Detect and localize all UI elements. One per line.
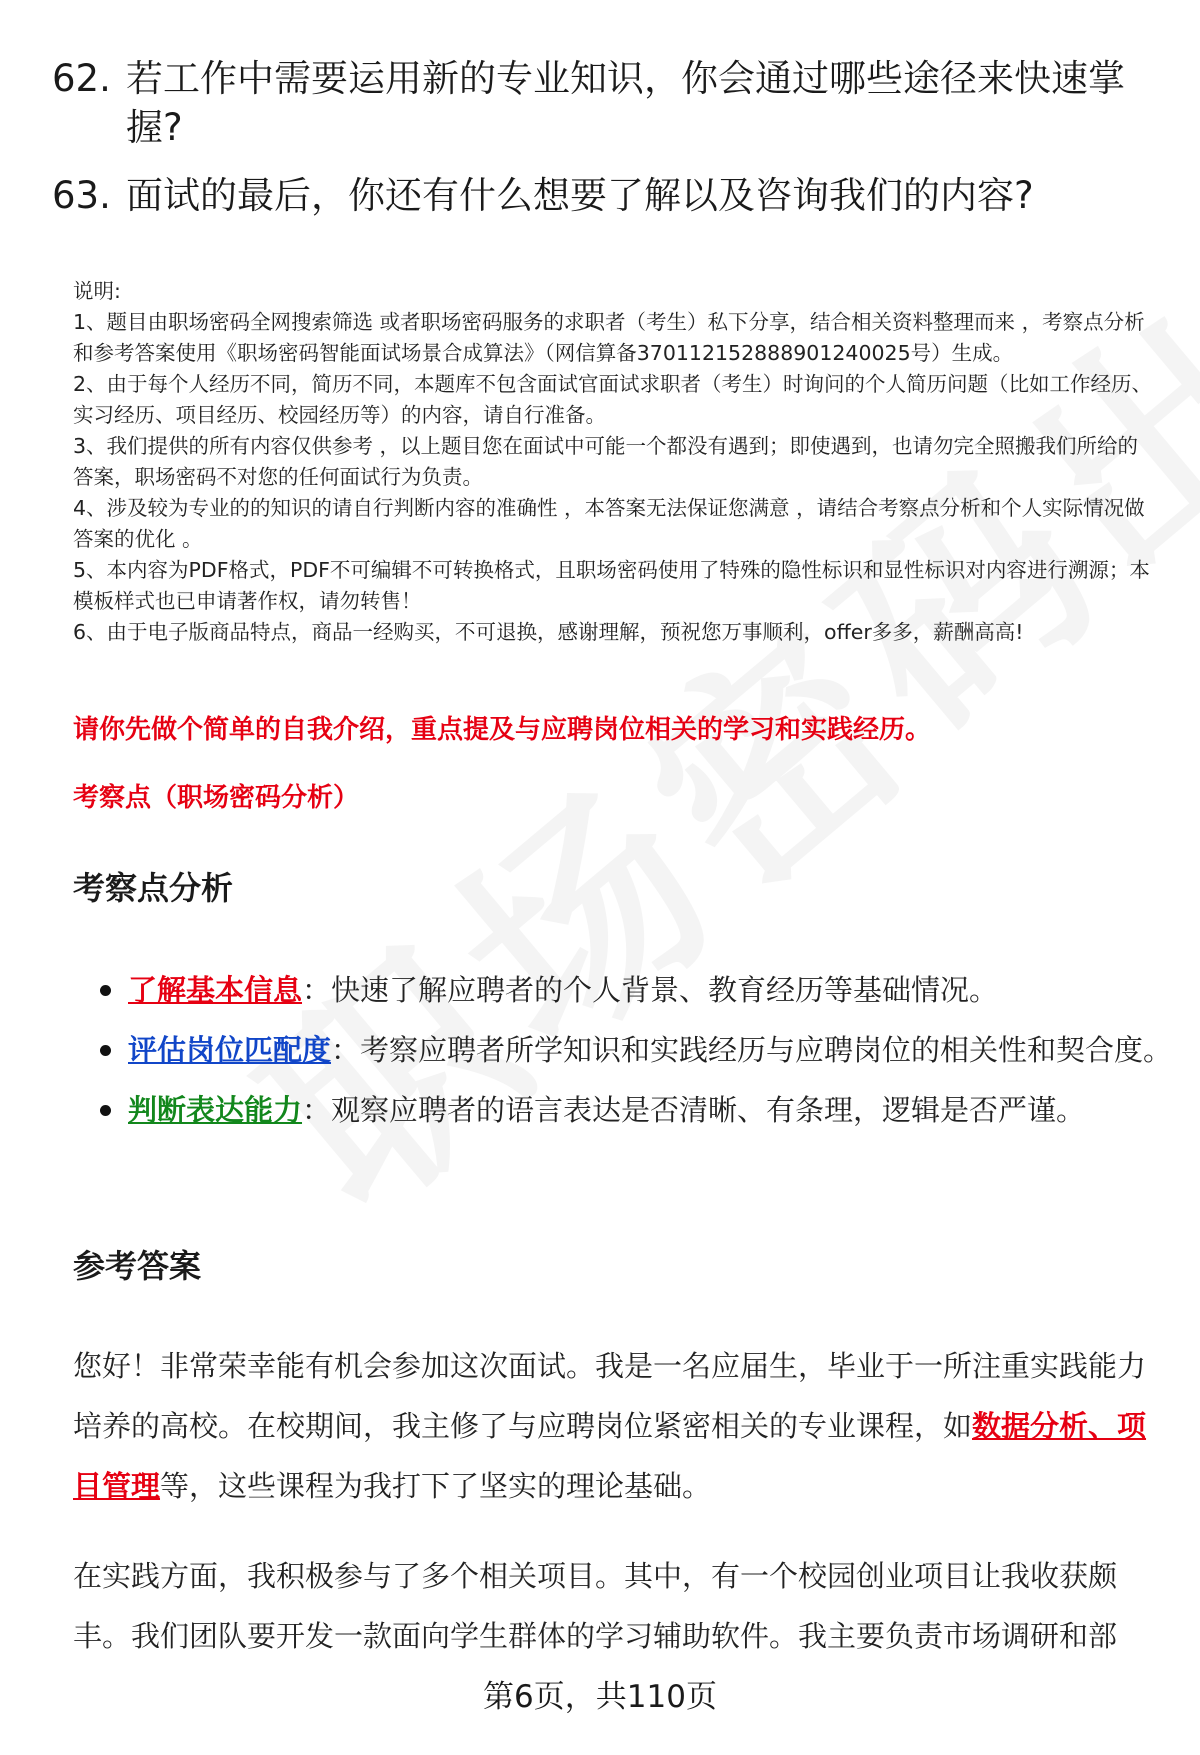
question-text: 面试的最后，你还有什么想要了解以及咨询我们的内容?	[126, 174, 1034, 217]
note-item: 6、由于电子版商品特点，商品一经购买，不可退换，感谢理解，预祝您万事顺利，offer多多，薪酬高高!	[73, 620, 1024, 644]
analysis-keyword: 评估岗位匹配度	[128, 1033, 332, 1067]
question-text-continued: 握?	[126, 106, 183, 149]
answer-text: 您好！非常荣幸能有机会参加这次面试。我是一名应届生，毕业于一所注重实践能力培养的高校。在校期间，我主修了与应聘岗位紧密相关的专业课程，如	[73, 1349, 1147, 1443]
analysis-item	[96, 1020, 1176, 1080]
analysis-item	[96, 960, 1176, 1020]
analysis-keyword: 了解基本信息	[128, 973, 303, 1007]
analysis-keyword: 判断表达能力	[128, 1093, 303, 1127]
analysis-item	[96, 1080, 1176, 1140]
analysis-text: ：考察应聘者所学知识和实践经历与应聘岗位的相关性和契合度。	[331, 1033, 1173, 1067]
note-item: 3、我们提供的所有内容仅供参考 ，以上题目您在面试中可能一个都没有遇到；即使遇到，也请勿完全照搬我们所给的答案，职场密码不对您的任何面试行为负责。	[73, 434, 1139, 489]
analysis-tag: 考察点（职场密码分析）	[73, 783, 360, 813]
bullet-icon	[100, 985, 111, 996]
answer-highlight: 数据分析、项目管理	[73, 1409, 1147, 1503]
question-62	[52, 54, 1132, 149]
page-footer: 第6页，共110页	[483, 1679, 717, 1715]
question-63	[52, 171, 1132, 220]
bullet-icon	[100, 1045, 111, 1056]
answer-text: 等，这些课程为我打下了坚实的理论基础。	[160, 1469, 712, 1503]
answer-paragraph	[73, 1336, 1158, 1516]
interview-question-heading: 请你先做个简单的自我介绍，重点提及与应聘岗位相关的学习和实践经历。	[73, 715, 932, 745]
analysis-text: ：观察应聘者的语言表达是否清晰、有条理，逻辑是否严谨。	[302, 1093, 1086, 1127]
notes-title: 说明:	[73, 279, 121, 303]
analysis-heading: 考察点分析	[73, 869, 234, 907]
question-number: 62.	[52, 57, 111, 100]
answer-heading: 参考答案	[73, 1247, 202, 1285]
question-text: 若工作中需要运用新的专业知识，你会通过哪些途径来快速掌	[126, 57, 1125, 100]
question-number: 63.	[52, 174, 111, 217]
answer-paragraph: 在实践方面，我积极参与了多个相关项目。其中，有一个校园创业项目让我收获颇丰。我们团队要开发一款面向学生群体的学习辅助软件。我主要负责市场调研和部	[73, 1559, 1118, 1653]
analysis-text: ：快速了解应聘者的个人背景、教育经历等基础情况。	[302, 973, 999, 1007]
note-item: 5、本内容为PDF格式，PDF不可编辑不可转换格式，且职场密码使用了特殊的隐性标识和显性标识对内容进行溯源；本模板样式也已申请著作权，请勿转售！	[73, 558, 1150, 613]
analysis-list	[96, 960, 1176, 1140]
bullet-icon	[100, 1105, 111, 1116]
note-item: 1、题目由职场密码全网搜索筛选 或者职场密码服务的求职者（考生）私下分享，结合相关资料整理而来 ，考察点分析和参考答案使用《职场密码智能面试场景合成算法》（网信算备370112152888901240025号）生成。	[73, 310, 1145, 365]
disclaimer-notes	[73, 276, 1158, 648]
note-item: 4、涉及较为专业的的知识的请自行判断内容的准确性 ，本答案无法保证您满意 ，请结合考察点分析和个人实际情况做答案的优化 。	[73, 496, 1145, 551]
note-item: 2、由于每个人经历不同，简历不同，本题库不包含面试官面试求职者（考生）时询问的个人简历问题（比如工作经历、实习经历、项目经历、校园经历等）的内容，请自行准备。	[73, 372, 1153, 427]
